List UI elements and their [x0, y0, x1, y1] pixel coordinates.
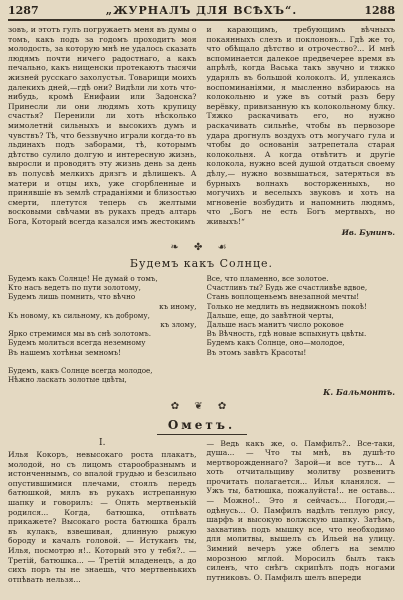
journal-title: „ЖУРНАЛЪ ДЛЯ ВСѢХЪ“.: [105, 4, 298, 17]
essay-columns: [8, 25, 395, 238]
poem-line: къ иному,: [159, 301, 197, 311]
poem-line: Въ Вѣчность, гдѣ новые вспыхнутъ цвѣты.: [206, 329, 367, 339]
poem-title: Будемъ какъ Солнце.: [129, 257, 274, 271]
poem-line: Кто насъ ведетъ по пути золотому,: [8, 283, 141, 293]
poem-line: Все, что пламенно, все золотое.: [206, 274, 329, 284]
poem-line: Въ этомъ завѣтъ Красоты!: [206, 347, 307, 357]
poem-line: Дальше, еще, до завѣтной черты,: [206, 310, 334, 320]
page-header: [8, 4, 395, 21]
story-left-text: Илья Кокоръ, невысокаго роста плакатъ, молодой, но съ лицомъ старообразнымъ и истонченнымъ, со впалой грудью и безсильно опустившимися плечами, стоялъ передъ батюшкой, мялъ въ рукахъ истрепанную шапку и говорилъ: — Опять мертвенькій родился... Когда, батюшка, отпѣвать прикажете? Высокаго роста батюшка бралъ въ кулакъ, взвешивая, длинную рыжую бороду и качалъ головой. — Истуканъ ты, Илья, посмотрю я!.. Который это у тебя?.. — Третій, батюшка... — Третій младенецъ, а до сихъ поръ ты не знаешь, что мертвенькихъ отпѣвать нельзя...: [8, 450, 197, 584]
story-right-text: — Ведь какъ же, о. Памфилъ?.. Все-таки, душа... — Что ты мнѣ, въ душѣ-то мертворожденнаго? Зарой—и все тутъ... А хоть отчитальщиву молитву розвенитъ прочитать полагается... Илья кланялся. — Ужъ ты, батюшка, пожалуйста!.. не оставь... — Можно!.. Это я сейчасъ... Погоди,—одѣнусь... О. Памфилъ надѣлъ теплую рясу, шарфъ и высокую волжскую шапку. Затѣмъ, захвативъ подъ мышку все, что необходимо для молитвы, вышелъ съ Ильей на улицу. Зимний вечеръ уже облегъ на землю морозною мглой. Моросилъ былъ такъ силенъ, что снѣгъ скрипѣлъ подъ ногами путниковъ. О. Памфилъ шелъ впереди: [206, 438, 395, 582]
essay-right-column: [207, 25, 396, 238]
ornament-divider-2: ✿ ❦ ✿: [170, 400, 233, 412]
poem-left-column: [8, 274, 197, 384]
poem-line: Въ нашемъ хотѣньи земномъ!: [8, 347, 122, 357]
poem-line: Будемъ лишь помнить, что вѣчно: [8, 292, 136, 302]
poem-line: Ярко стремимся мы въ снѣ золотомъ.: [8, 329, 152, 339]
story-columns: [8, 439, 395, 585]
essay-left-text: зовъ, и этотъ гулъ погружаетъ меня въ думы о томъ, какъ подъ за годомъ проходитъ моя молодость, за которую мнѣ не удалось сказать людямъ почти ничего радостнаго, а какъ печально, какъ нищенски протекаютъ тысячи жизней русскаго захолустья. Товарищи моихъ далекихъ дней,—гдѣ они? Видѣли ли хоть что-нибудь, кромѣ Енифаии или Задонска? Принесли ли они людямъ хоть крупицу счастья? Перенили ли хоть нѣсколько мимолетнй сильныхъ и высокихъ думъ и чувствъ? Тѣ, что беззвучно играли когда-то въ льдинахъ подъ заборами, тѣ, которымъ дѣтство сулило долгую и интересную жизнь, выросли и проводятъ эту жизнь день за день въ полусвѣ мелкихъ дрязгъ и дѣлишекъ. А матери и отцы ихъ, уже сгорбленные и принявшіе въ землѣ страданіями и близостью смерти, плетутся теперь съ желтыми восковыми свѣчами въ рукахъ предъ алтарь Бога, Который всегда казался имъ жестокимъ: [8, 25, 197, 226]
poem-line: Къ новому, къ сильному, къ доброму,: [8, 310, 150, 320]
story-left-column: [8, 439, 197, 585]
poem-right-column: [207, 274, 396, 384]
poem-line: Будемъ какъ Солнце! Не думай о томъ,: [8, 274, 158, 284]
poem-line: къ злому,: [160, 320, 197, 330]
poem-line: Дальше насъ манитъ число роковое: [206, 320, 344, 330]
poem-line: [8, 357, 197, 366]
poem-line: Счастливъ ты? Будь же счастливѣе вдвое,: [206, 283, 368, 293]
ornament-divider: ❧ ✤ ☙: [170, 242, 233, 254]
story-title: Ометъ.: [167, 417, 236, 432]
poem: [8, 274, 395, 384]
chapter-number: I.: [99, 437, 106, 448]
poem-line: Будемъ какъ Солнце, оно—молодое,: [206, 338, 345, 348]
poem-signature: К. Бальмонтъ.: [323, 386, 395, 397]
poem-line: Будемъ, какъ Солнце всегда молодое,: [8, 366, 153, 376]
page-number-left: 1287: [8, 4, 39, 17]
poem-line: Будемъ молиться всегда неземному: [8, 338, 146, 348]
poem-line: Нѣжно ласкать золотые цвѣты,: [8, 375, 127, 385]
essay-left-column: [8, 25, 197, 238]
poem-line: Только не медлить въ недвижномъ покоѣ!: [206, 301, 367, 311]
title-rule: [157, 434, 247, 435]
essay-right-text: и карающимъ, требующимъ вѣчныхъ покаянныхъ слезъ и поклоновъ... Гдѣ же то, что обѣщало дѣтство и отрочество?... И мнѣ вспоминается далекое предвечерее время въ апрѣлѣ, когда Васька такъ звучно и тяжко ударялъ въ большой колоколъ. И, уплекаясь воспоминаніями, я мысленно взбираюсь на колокольню и уже въ сотый разъ беру верёвку, привязанную къ колокольному блку. Тяжко раскачивать его, но нужно раскачивать сильнѣе, чтобы въ первозоре удара дрогнулъ воздухъ отъ могучаго гула и чтобы до основанія затрепетала старая колокольня. А когда отвѣтитъ и другіе колокола, нужно всей душой отдаться своему дѣлу,— нужно возвышаться, затеряться въ бурныхъ волнахъ восторженныхъ, но могучихъ и веселыхъ звуковъ и хоть на мгновеніе возбудить и напомнить людямъ, что „Богъ не есть Богъ мертвыхъ, но живыхъ!“: [206, 25, 395, 226]
story-right-column: [207, 439, 396, 585]
essay-signature: Ив. Бунинъ.: [341, 228, 395, 238]
poem-line: Стань воплощеньемъ внезапной мечты!: [206, 292, 360, 302]
page-number-right: 1288: [364, 4, 395, 17]
